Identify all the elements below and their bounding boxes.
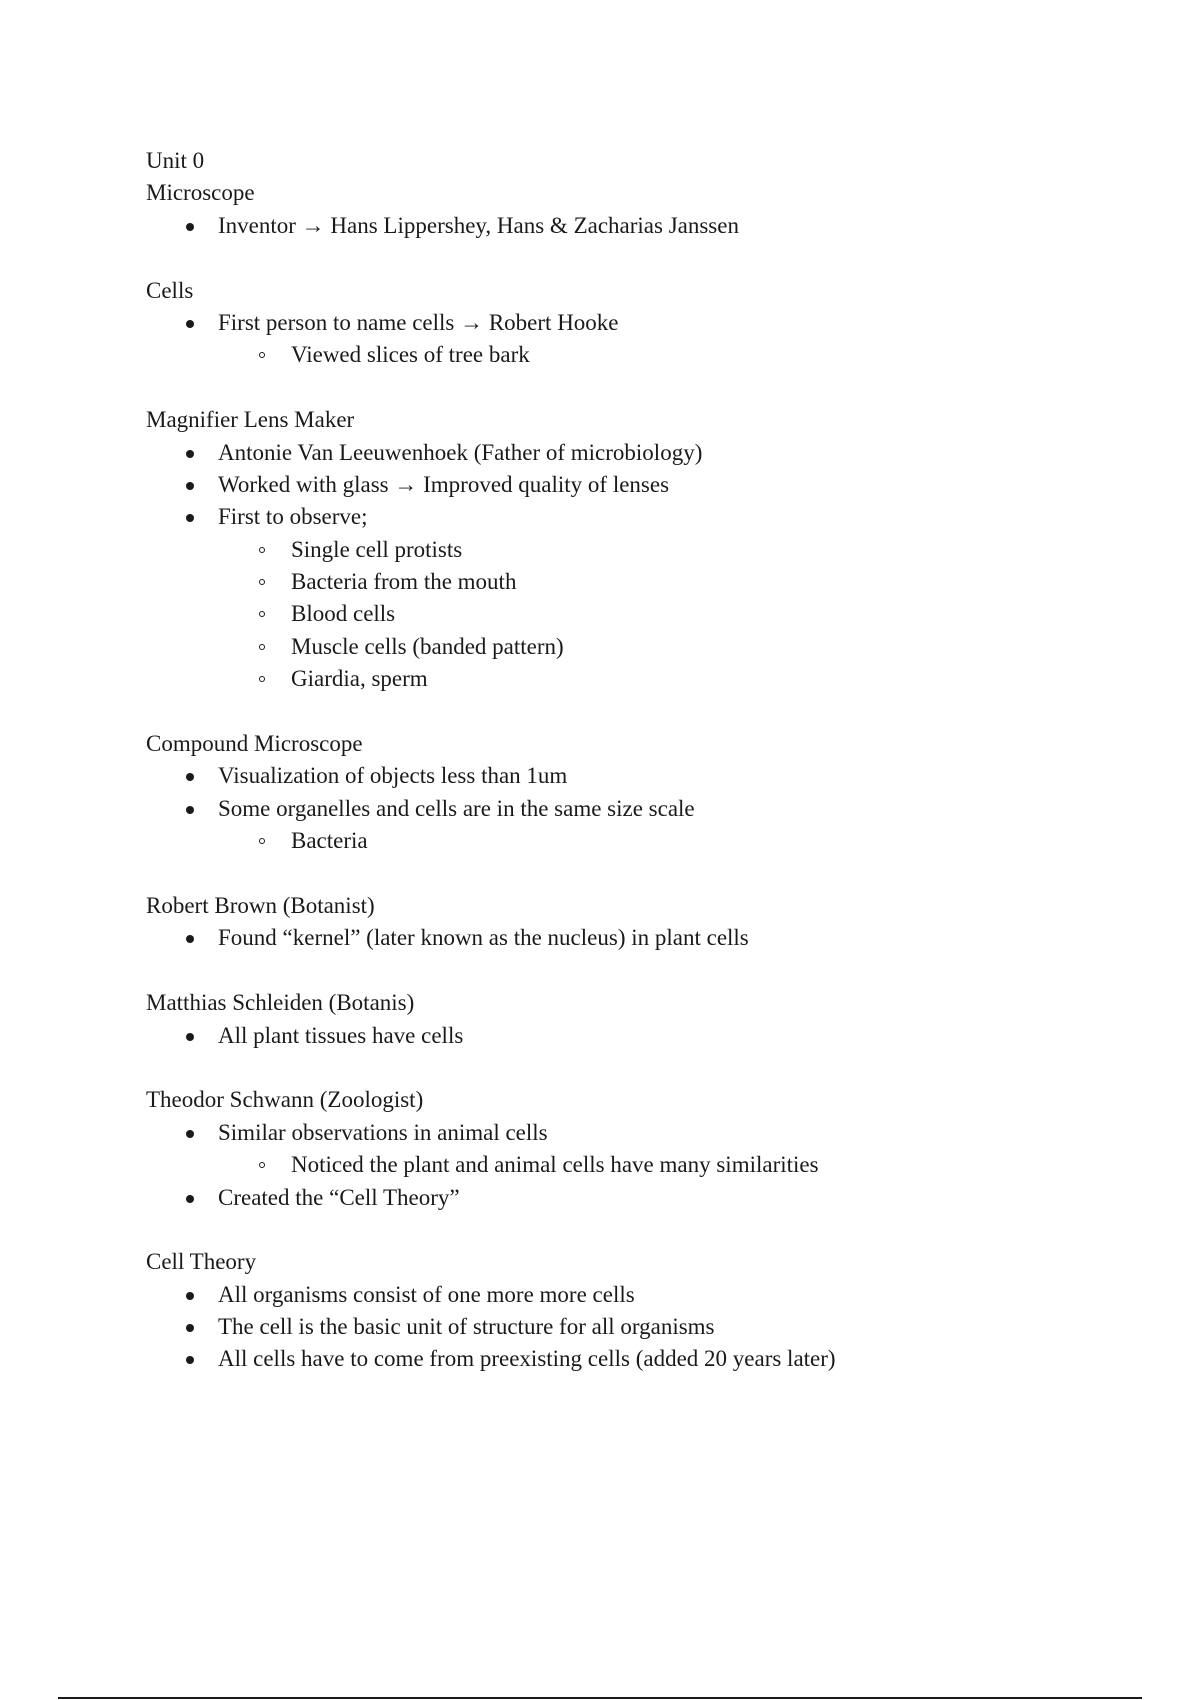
section-heading: Theodor Schwann (Zoologist) xyxy=(146,1087,424,1113)
footer-divider xyxy=(58,1697,1142,1699)
blank-line xyxy=(146,242,1106,274)
bullet-item: All organisms consist of one more more cells xyxy=(146,1279,1106,1311)
bullet-item: Found “kernel” (later known as the nucleus) in plant cells xyxy=(146,922,1106,954)
sub-bullet-item: Bacteria from the mouth xyxy=(146,566,1106,598)
bullet-item: All cells have to come from preexisting cells (added 20 years later) xyxy=(146,1343,1106,1375)
blank-line xyxy=(146,955,1106,987)
blank-line xyxy=(146,372,1106,404)
section-heading: Magnifier Lens Maker xyxy=(146,407,355,433)
bullet-item: All plant tissues have cells xyxy=(146,1020,1106,1052)
blank-line xyxy=(146,1052,1106,1084)
bullet-item: Antonie Van Leeuwenhoek (Father of microbiology) xyxy=(146,437,1106,469)
section-heading: Unit 0 xyxy=(146,148,205,173)
bullet-item: Created the “Cell Theory” xyxy=(146,1182,1106,1214)
bullet-item: Some organelles and cells are in the same size scale xyxy=(146,793,1106,825)
blank-line xyxy=(146,696,1106,728)
sub-bullet-item: Single cell protists xyxy=(146,534,1106,566)
section-heading: Cells xyxy=(146,277,194,303)
bullet-item: First person to name cells → Robert Hooke xyxy=(146,307,1106,339)
blank-line xyxy=(146,1214,1106,1246)
sub-bullet-item: Blood cells xyxy=(146,598,1106,630)
section-heading: Compound Microscope xyxy=(146,731,363,757)
sub-bullet-item: Viewed slices of tree bark xyxy=(146,339,1106,371)
notes-content xyxy=(146,145,1106,1376)
section-heading: Microscope xyxy=(146,180,255,206)
bullet-item: Inventor → Hans Lippershey, Hans & Zacharias Janssen xyxy=(146,210,1106,242)
sub-bullet-item: Muscle cells (banded pattern) xyxy=(146,631,1106,663)
sub-bullet-item: Noticed the plant and animal cells have many similarities xyxy=(146,1149,1106,1181)
section-heading: Robert Brown (Botanist) xyxy=(146,892,375,918)
section-heading: Cell Theory xyxy=(146,1249,257,1275)
blank-line xyxy=(146,858,1106,890)
sub-bullet-item: Giardia, sperm xyxy=(146,663,1106,695)
bullet-item: Visualization of objects less than 1um xyxy=(146,760,1106,792)
bullet-item: Worked with glass → Improved quality of lenses xyxy=(146,469,1106,501)
section-heading: Matthias Schleiden (Botanis) xyxy=(146,990,415,1016)
sub-bullet-item: Bacteria xyxy=(146,825,1106,857)
bullet-item: First to observe; xyxy=(146,501,1106,533)
bullet-item: Similar observations in animal cells xyxy=(146,1117,1106,1149)
bullet-item: The cell is the basic unit of structure for all organisms xyxy=(146,1311,1106,1343)
